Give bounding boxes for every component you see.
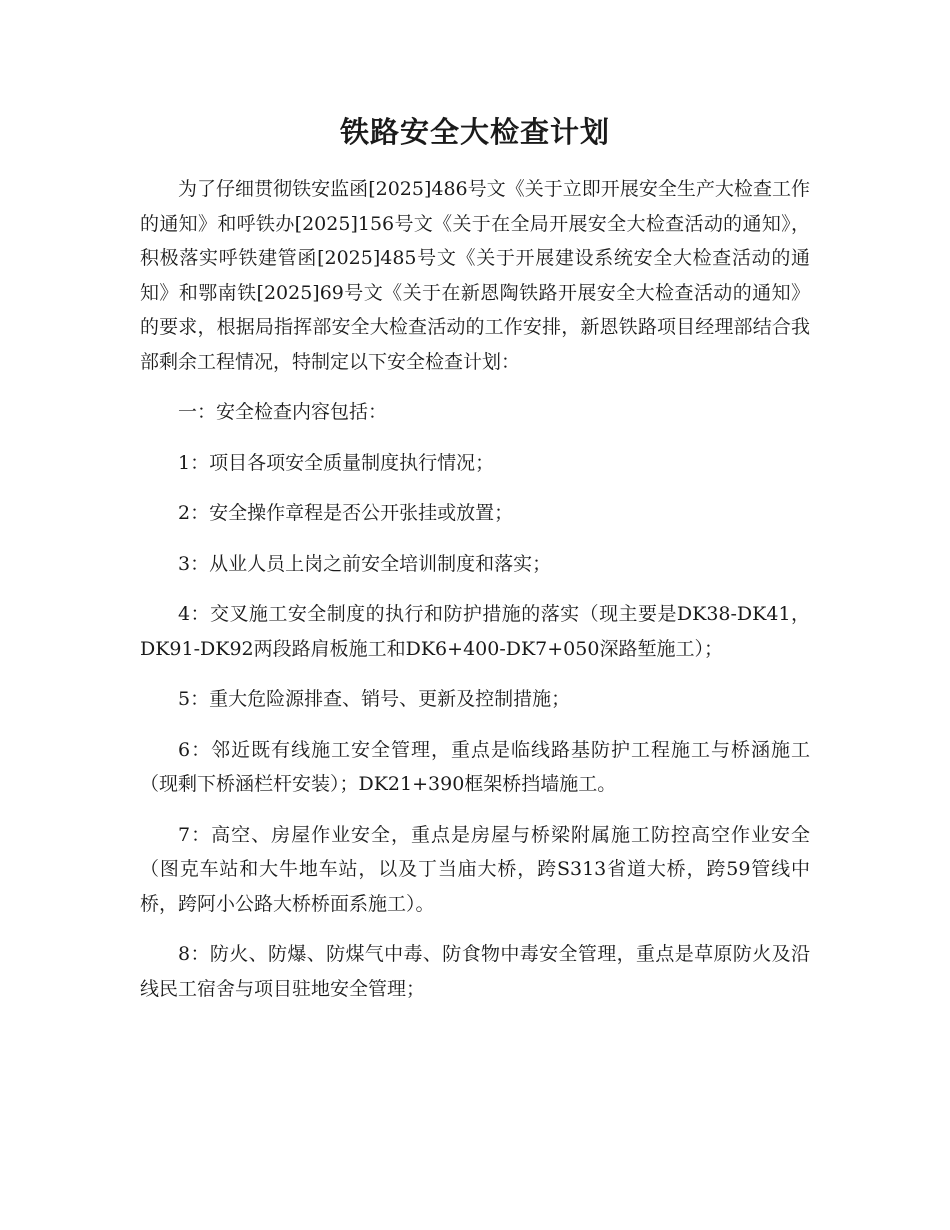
list-item: 7：高空、房屋作业安全，重点是房屋与桥梁附属施工防控高空作业安全（图克车站和大牛地车站，以及丁当庙大桥，跨S313省道大桥，跨59管线中桥，跨阿小公路大桥桥面系施工）。 xyxy=(140,823,810,915)
section-heading: 一：安全检查内容包括： xyxy=(178,401,388,423)
document-title: 铁路安全大检查计划 xyxy=(339,115,610,149)
list-item: 2：安全操作章程是否公开张挂或放置； xyxy=(178,502,514,524)
list-item: 1：项目各项安全质量制度执行情况； xyxy=(178,451,495,474)
intro-paragraph: 为了仔细贯彻铁安监函[2025]486号文《关于立即开展安全生产大检查工作的通知》和呼铁办[2025]156号文《关于在全局开展安全大检查活动的通知》，积极落实呼铁建管函[2025]485号文《关于开展建设系统安全大检查活动的通知》和鄂南铁[2025]69号文《关于在新恩陶铁路开展安全大检查活动的通知》的要求，根据局指挥部安全大检查活动的工作安排，新恩铁路项目经理部结合我部剩余工程情况，特制定以下安全检查计划： xyxy=(140,178,810,373)
list-item: 6：邻近既有线施工安全管理，重点是临线路基防护工程施工与桥涵施工（现剩下桥涵栏杆安装）；DK21+390框架桥挡墙施工。 xyxy=(140,738,810,795)
list-item: 4：交叉施工安全制度的执行和防护措施的落实（现主要是DK38-DK41，DK91-DK92两段路肩板施工和DK6+400-DK7+050深路堑施工）； xyxy=(140,603,810,660)
list-item: 3：从业人员上岗之前安全培训制度和落实； xyxy=(178,552,552,575)
list-item: 8：防火、防爆、防煤气中毒、防食物中毒安全管理，重点是草原防火及沿线民工宿舍与项目驻地安全管理； xyxy=(140,943,810,1000)
list-item: 5：重大危险源排查、销号、更新及控制措施； xyxy=(178,688,571,710)
document-page xyxy=(140,112,810,1006)
